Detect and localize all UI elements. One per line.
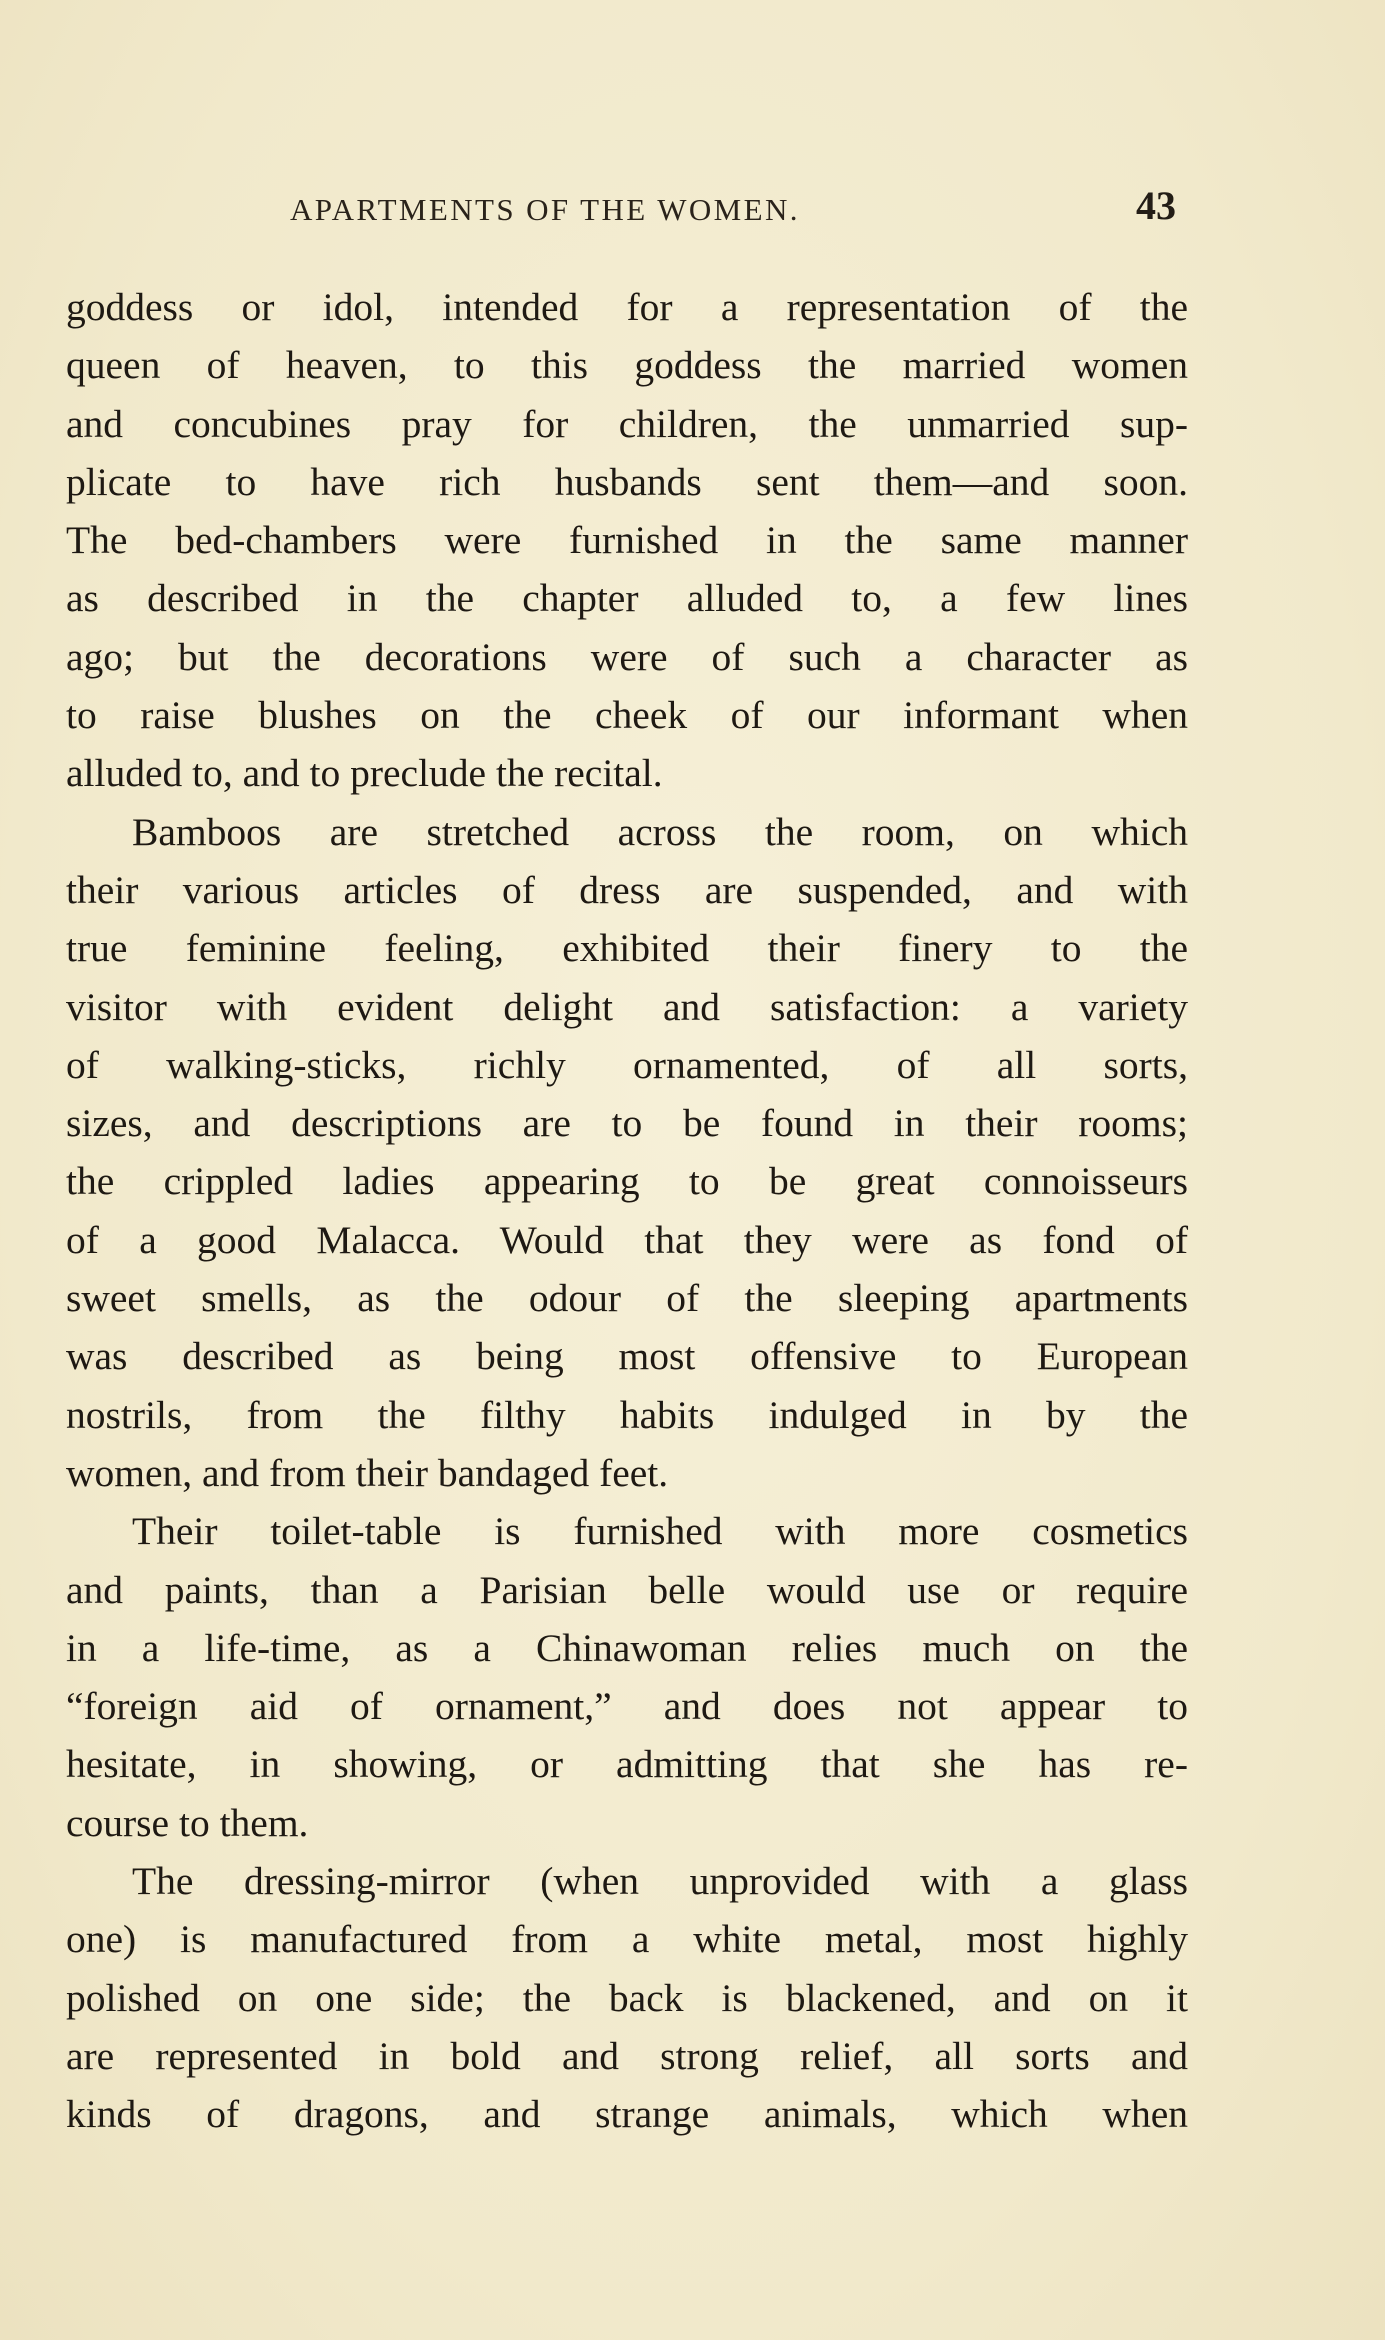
- paragraph-1: [66, 278, 1188, 803]
- page-header: [190, 183, 1190, 238]
- text-line: are represented in bold and strong relief, all sorts and: [66, 2033, 1188, 2078]
- text-line: course to them.: [66, 1800, 309, 1845]
- text-line: nostrils, from the filthy habits indulged in by the: [66, 1392, 1188, 1437]
- text-line: visitor with evident delight and satisfaction: a variety: [66, 984, 1188, 1029]
- text-line: kinds of dragons, and strange animals, which when: [66, 2092, 1188, 2137]
- text-line: polished on one side; the back is blackened, and on it: [66, 1975, 1188, 2020]
- text-line: The bed-chambers were furnished in the same manner: [66, 518, 1188, 563]
- text-line: The dressing-mirror (when unprovided with a glass: [132, 1859, 1188, 1904]
- text-line: their various articles of dress are suspended, and with: [66, 867, 1188, 912]
- text-line: “foreign aid of ornament,” and does not appear to: [66, 1684, 1188, 1729]
- text-line: queen of heaven, to this goddess the married women: [66, 343, 1188, 388]
- paragraph-2: [66, 803, 1188, 1503]
- text-line: sizes, and descriptions are to be found in their rooms;: [66, 1101, 1188, 1146]
- text-line: to raise blushes on the cheek of our informant when: [66, 693, 1188, 738]
- text-line: Bamboos are stretched across the room, on which: [132, 809, 1188, 854]
- text-line: as described in the chapter alluded to, a few lines: [66, 576, 1188, 621]
- text-line: sweet smells, as the odour of the sleeping apartments: [66, 1276, 1188, 1321]
- text-line: and concubines pray for children, the unmarried sup-: [66, 401, 1188, 446]
- text-line: the crippled ladies appearing to be great connoisseurs: [66, 1159, 1188, 1204]
- page-number: 43: [1136, 183, 1176, 228]
- paragraph-4: [66, 1852, 1188, 2143]
- text-line: of a good Malacca. Would that they were as fond of: [66, 1217, 1188, 1262]
- text-line: women, and from their bandaged feet.: [66, 1450, 669, 1495]
- text-line: ago; but the decorations were of such a character as: [66, 634, 1188, 679]
- paragraph-3: [66, 1502, 1188, 1852]
- text-line: plicate to have rich husbands sent them—and soon.: [66, 459, 1188, 504]
- text-line: of walking-sticks, richly ornamented, of all sorts,: [66, 1042, 1188, 1087]
- text-line: and paints, than a Parisian belle would use or require: [66, 1567, 1188, 1612]
- text-line: Their toilet-table is furnished with more cosmetics: [132, 1509, 1188, 1554]
- text-line: alluded to, and to preclude the recital.: [66, 751, 663, 796]
- text-line: was described as being most offensive to European: [66, 1334, 1188, 1379]
- text-line: true feminine feeling, exhibited their finery to the: [66, 926, 1188, 971]
- body-text: [66, 278, 1188, 2144]
- text-line: goddess or idol, intended for a representation of the: [66, 285, 1188, 329]
- text-line: one) is manufactured from a white metal, most highly: [66, 1917, 1188, 1962]
- text-line: in a life-time, as a Chinawoman relies much on the: [66, 1625, 1188, 1670]
- text-line: hesitate, in showing, or admitting that she has re-: [66, 1742, 1188, 1787]
- running-title: APARTMENTS OF THE WOMEN.: [290, 192, 800, 227]
